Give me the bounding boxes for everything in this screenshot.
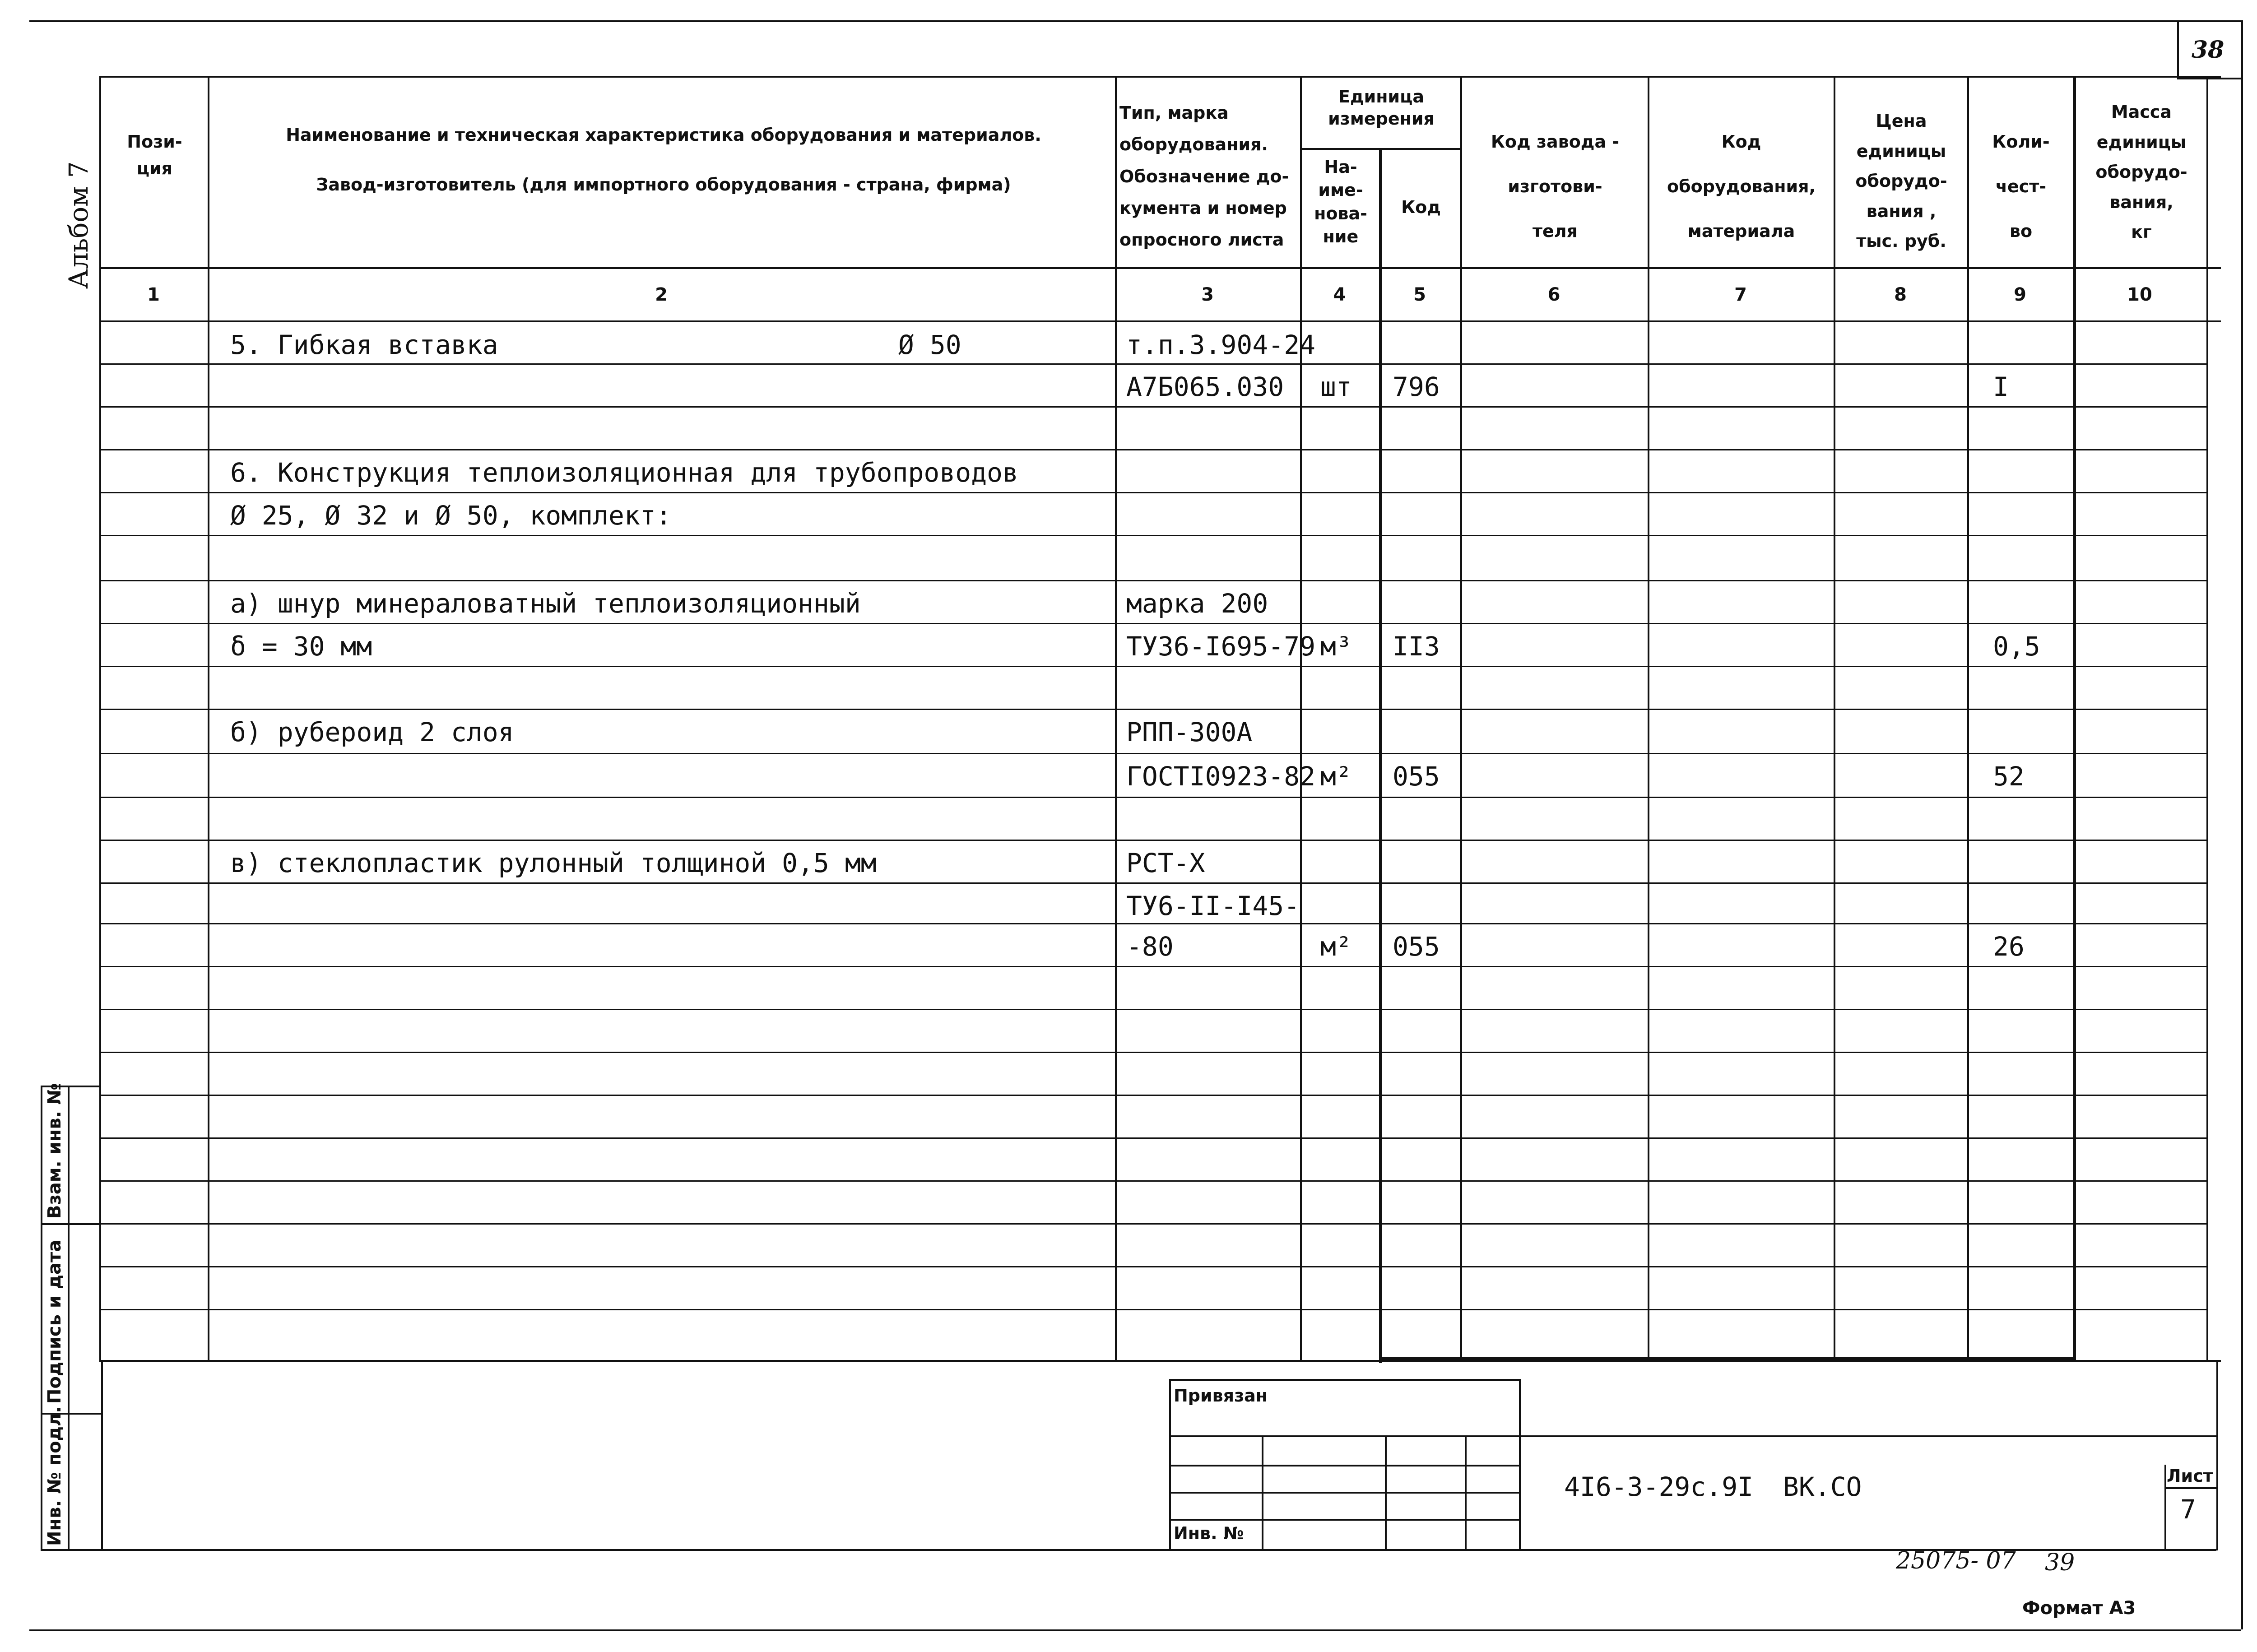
- row-line: [99, 1223, 2206, 1225]
- col-number-8: 8: [1894, 284, 1907, 305]
- format-label: Формат А3: [2022, 1598, 2136, 1619]
- unit-group-divider: [1300, 148, 1460, 150]
- row-line: [99, 580, 2206, 581]
- corner-box-bottom: [2177, 78, 2243, 79]
- bottom-base: [41, 1549, 2216, 1551]
- table-bottom: [99, 1360, 2221, 1362]
- col-number-1: 1: [147, 284, 160, 305]
- col-number-4: 4: [1333, 284, 1346, 305]
- row-type: ТУ36-I695-79: [1126, 631, 1316, 662]
- header-col6: Код завода - изготови- теля: [1491, 132, 1620, 241]
- tb-sheet-div: [2164, 1487, 2218, 1489]
- row-line: [99, 840, 2206, 841]
- table-top: [99, 76, 2221, 78]
- row-unit: шт: [1320, 371, 1352, 402]
- row-name: 6. Конструкция теплоизоляционная для трубопроводов: [230, 457, 1018, 488]
- col-number-7: 7: [1734, 284, 1747, 305]
- col-line-6: [1648, 76, 1649, 1362]
- row-type: РСТ-Х: [1126, 848, 1205, 878]
- row-line: [99, 1009, 2206, 1010]
- row-type: А7Б065.030: [1126, 371, 1284, 402]
- row-name: Ø 25, Ø 32 и Ø 50, комплект:: [230, 500, 672, 531]
- header-col5: Код: [1401, 197, 1441, 217]
- stamp-podpis: Подпись и дата: [44, 1239, 65, 1404]
- row-line: [99, 1095, 2206, 1096]
- row-code: 796: [1393, 371, 1440, 402]
- row-line: [99, 406, 2206, 408]
- col-number-9: 9: [2014, 284, 2026, 305]
- stamp-div1: [41, 1223, 101, 1225]
- tb-c2: [1385, 1435, 1387, 1550]
- tb-code-top: [1519, 1435, 2218, 1437]
- header-col2-line2: Завод-изготовитель (для импортного оборудования - страна, фирма): [316, 175, 1011, 195]
- col-line-3: [1300, 76, 1302, 1362]
- colnum-bottom: [99, 320, 2221, 322]
- tb-doc-mark: ВК.СО: [1783, 1471, 1862, 1502]
- row-line: [99, 709, 2206, 710]
- row-line: [99, 1266, 2206, 1267]
- col-line-1: [208, 76, 209, 1362]
- row-line: [99, 449, 2206, 450]
- page-right-border: [2241, 20, 2243, 1629]
- row-name: δ = 30 мм: [230, 631, 372, 662]
- row-name-extra: Ø 50: [898, 329, 961, 360]
- row-unit: м²: [1320, 761, 1352, 792]
- header-col1: Пози- ция: [127, 132, 182, 178]
- col-line-2: [1115, 76, 1117, 1362]
- tb-r3: [1169, 1492, 1520, 1494]
- row-unit: м²: [1320, 931, 1352, 962]
- tb-sheet-label: Лист: [2167, 1466, 2213, 1486]
- row-type: РПП-300А: [1126, 717, 1253, 747]
- header-col8: Цена единицы оборудо- вания , тыс. руб.: [1855, 111, 1947, 251]
- header-col3: Тип, марка оборудования. Обозначение до- кумента и номер опросного листа: [1119, 103, 1289, 250]
- row-name: 5. Гибкая вставка: [230, 329, 498, 360]
- row-line: [99, 882, 2206, 884]
- col-line-0: [99, 76, 101, 1362]
- row-qty: 52: [1993, 761, 2025, 792]
- corner-box-left: [2177, 20, 2179, 79]
- row-type: ГОСТI0923-82: [1126, 761, 1316, 792]
- row-code: 055: [1393, 761, 1440, 792]
- col-line-9: [2073, 76, 2076, 1362]
- header-bottom: [99, 267, 2221, 269]
- page-top-border: [29, 20, 2241, 22]
- tb-r4: [1169, 1519, 1520, 1521]
- row-line: [99, 666, 2206, 667]
- stamp-inner: [68, 1086, 70, 1550]
- tb-inv-no: Инв. №: [1174, 1523, 1244, 1543]
- row-type: марка 200: [1126, 588, 1268, 619]
- row-line: [99, 492, 2206, 493]
- col-line-8: [1967, 76, 1969, 1362]
- col-number-5: 5: [1413, 284, 1426, 305]
- header-unit-group: Единица измерения: [1328, 87, 1435, 129]
- row-line: [99, 623, 2206, 624]
- handwritten-page: 39: [2045, 1549, 2075, 1576]
- row-line: [99, 797, 2206, 798]
- col-number-6: 6: [1547, 284, 1560, 305]
- bottom-right: [2216, 1360, 2218, 1550]
- col-number-10: 10: [2127, 284, 2152, 305]
- data-bottom-thick: [1379, 1357, 2076, 1360]
- header-col9: Коли- чест- во: [1992, 132, 2050, 241]
- row-line: [99, 1137, 2206, 1139]
- row-line: [99, 1180, 2206, 1182]
- tb-c1: [1262, 1435, 1263, 1550]
- row-qty: 0,5: [1993, 631, 2040, 662]
- col-number-3: 3: [1201, 284, 1214, 305]
- tb-top: [1169, 1379, 1520, 1381]
- header-col2-line1: Наименование и техническая характеристика оборудования и материалов.: [286, 125, 1041, 145]
- col-line-5: [1460, 76, 1462, 1362]
- sheet-corner-number: 38: [2192, 36, 2224, 64]
- row-line: [99, 1309, 2206, 1310]
- header-col7: Код оборудования, материала: [1667, 132, 1816, 241]
- row-code: 055: [1393, 931, 1440, 962]
- row-line: [99, 535, 2206, 536]
- tb-sheet-left: [2164, 1465, 2166, 1550]
- page-bottom-border: [29, 1629, 2241, 1631]
- row-type: ТУ6-II-I45-: [1126, 891, 1300, 921]
- row-type: т.п.3.904-24: [1126, 329, 1316, 360]
- row-line: [99, 1052, 2206, 1053]
- stamp-right: [101, 1360, 103, 1550]
- album-label: Альбом 7: [63, 161, 94, 289]
- stamp-left: [41, 1086, 42, 1550]
- col-number-2: 2: [655, 284, 668, 305]
- handwritten-number: 25075- 07: [1896, 1547, 2016, 1574]
- tb-privyazan: Привязан: [1174, 1386, 1268, 1406]
- row-name: б) рубероид 2 слоя: [230, 717, 514, 747]
- stamp-vzam: Взам. инв. №: [44, 1083, 65, 1219]
- row-line: [99, 923, 2206, 924]
- tb-sheet-number: 7: [2180, 1494, 2196, 1525]
- tb-r1: [1169, 1435, 1520, 1437]
- row-qty: I: [1993, 371, 2009, 402]
- row-type: -80: [1126, 931, 1174, 962]
- tb-doc-code: 4I6-3-29с.9I: [1564, 1471, 1754, 1502]
- row-qty: 26: [1993, 931, 2025, 962]
- row-line: [99, 753, 2206, 754]
- row-code: II3: [1393, 631, 1440, 662]
- col-line-10: [2206, 76, 2208, 1362]
- header-col4: На- име- нова- ние: [1314, 157, 1367, 246]
- row-line: [99, 363, 2206, 365]
- col-line-7: [1834, 76, 1835, 1362]
- stamp-inv: Инв. № подл.: [44, 1406, 65, 1546]
- row-name: а) шнур минераловатный теплоизоляционный: [230, 588, 861, 619]
- tb-c3: [1465, 1435, 1467, 1550]
- row-name: в) стеклопластик рулонный толщиной 0,5 мм: [230, 848, 877, 878]
- header-col10: Масса единицы оборудо- вания, кг: [2095, 102, 2187, 242]
- row-unit: м³: [1320, 631, 1352, 662]
- tb-r2: [1169, 1465, 1520, 1466]
- row-line: [99, 966, 2206, 967]
